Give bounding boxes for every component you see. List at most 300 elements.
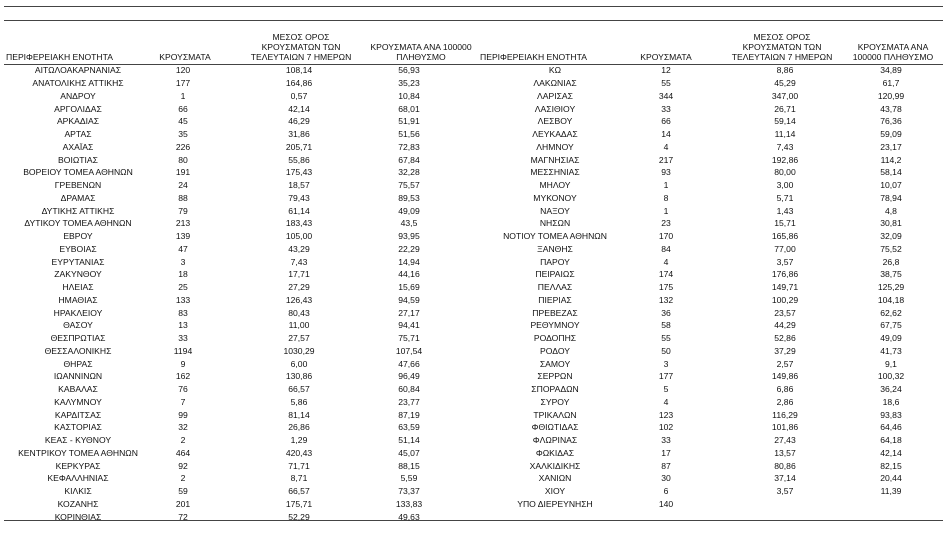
cases-cell: 13 bbox=[178, 320, 188, 331]
table-row bbox=[4, 230, 434, 243]
region-cell: ΜΑΓΝΗΣΙΑΣ bbox=[530, 154, 580, 165]
region-cell: ΘΗΡΑΣ bbox=[63, 358, 93, 369]
table-row bbox=[4, 166, 434, 179]
region-cell: ΑΝΑΤΟΛΙΚΗΣ ΑΤΤΙΚΗΣ bbox=[32, 78, 124, 89]
region-cell: ΤΡΙΚΑΛΩΝ bbox=[533, 409, 577, 420]
region-cell: ΣΑΜΟΥ bbox=[539, 358, 571, 369]
cases-cell: 92 bbox=[178, 460, 188, 471]
header-region: ΠΕΡΙΦΕΡΕΙΑΚΗ ΕΝΟΤΗΤΑ bbox=[6, 52, 113, 62]
table-row bbox=[480, 357, 914, 370]
avg-cell: 46,29 bbox=[288, 116, 310, 127]
cases-cell: 23 bbox=[661, 218, 671, 229]
avg-cell: 80,43 bbox=[288, 307, 310, 318]
avg-cell: 108,14 bbox=[285, 65, 313, 76]
region-cell: ΒΟΡΕΙΟΥ ΤΟΜΕΑ ΑΘΗΝΩΝ bbox=[23, 167, 133, 178]
region-cell: ΚΕΦΑΛΛΗΝΙΑΣ bbox=[47, 473, 109, 484]
avg-cell: 347,00 bbox=[771, 90, 799, 101]
table-row bbox=[480, 255, 914, 268]
table-row bbox=[4, 498, 434, 511]
table-row bbox=[4, 434, 434, 447]
table-row bbox=[4, 192, 434, 205]
table-row bbox=[4, 459, 434, 472]
region-cell: ΒΟΙΩΤΙΑΣ bbox=[58, 154, 98, 165]
per100k-cell: 42,14 bbox=[880, 447, 902, 458]
region-cell: ΣΥΡΟΥ bbox=[540, 396, 570, 407]
table-row bbox=[480, 153, 914, 166]
region-cell: ΡΕΘΥΜΝΟΥ bbox=[530, 320, 580, 331]
cases-cell: 35 bbox=[178, 129, 188, 140]
region-cell: ΑΝΔΡΟΥ bbox=[60, 90, 96, 101]
table-row bbox=[480, 141, 914, 154]
cases-cell: 133 bbox=[175, 294, 191, 305]
cases-cell: 6 bbox=[663, 486, 669, 497]
top-rule bbox=[4, 6, 943, 7]
per100k-cell: 93,95 bbox=[398, 231, 420, 242]
per100k-cell: 43,5 bbox=[400, 218, 418, 229]
per100k-cell: 73,37 bbox=[398, 486, 420, 497]
table-row bbox=[480, 230, 914, 243]
per100k-cell: 63,59 bbox=[398, 422, 420, 433]
avg-cell: 59,14 bbox=[774, 116, 796, 127]
avg-cell: 43,29 bbox=[288, 243, 310, 254]
per100k-cell: 93,83 bbox=[880, 409, 902, 420]
region-cell: ΘΕΣΣΑΛΟΝΙΚΗΣ bbox=[44, 345, 112, 356]
per100k-cell: 72,83 bbox=[398, 141, 420, 152]
region-cell: ΚΩ bbox=[548, 65, 562, 76]
cases-cell: 14 bbox=[661, 129, 671, 140]
per100k-cell: 47,66 bbox=[398, 358, 420, 369]
region-cell: ΗΛΕΙΑΣ bbox=[62, 282, 94, 293]
table-row bbox=[4, 396, 434, 409]
cases-cell: 79 bbox=[178, 205, 188, 216]
per100k-cell: 15,69 bbox=[398, 282, 420, 293]
per100k-cell: 45,07 bbox=[398, 447, 420, 458]
region-cell: ΠΑΡΟΥ bbox=[540, 256, 570, 267]
avg-cell: 55,86 bbox=[288, 154, 310, 165]
region-cell: ΚΑΒΑΛΑΣ bbox=[58, 384, 98, 395]
cases-cell: 59 bbox=[178, 486, 188, 497]
cases-cell: 177 bbox=[175, 78, 191, 89]
per100k-cell: 78,94 bbox=[880, 192, 902, 203]
table-row bbox=[4, 447, 434, 460]
region-cell: ΔΡΑΜΑΣ bbox=[60, 192, 96, 203]
cases-cell: 123 bbox=[658, 409, 674, 420]
table-row bbox=[480, 485, 914, 498]
cases-cell: 162 bbox=[175, 371, 191, 382]
cases-cell: 50 bbox=[661, 345, 671, 356]
cases-cell: 2 bbox=[180, 473, 186, 484]
avg-cell: 13,57 bbox=[774, 447, 796, 458]
cases-cell: 66 bbox=[178, 103, 188, 114]
avg-cell: 3,00 bbox=[776, 180, 794, 191]
per100k-cell: 36,24 bbox=[880, 384, 902, 395]
avg-cell: 8,71 bbox=[290, 473, 308, 484]
avg-cell: 52,86 bbox=[774, 333, 796, 344]
cases-cell: 344 bbox=[658, 90, 674, 101]
table-row bbox=[480, 77, 914, 90]
avg-cell: 420,43 bbox=[285, 447, 313, 458]
per100k-cell: 27,17 bbox=[398, 307, 420, 318]
table-row bbox=[480, 332, 914, 345]
avg-cell: 205,71 bbox=[285, 141, 313, 152]
region-cell: ΑΧΑΪΑΣ bbox=[62, 141, 94, 152]
avg-cell: 23,57 bbox=[774, 307, 796, 318]
avg-cell: 26,71 bbox=[774, 103, 796, 114]
avg-cell: 31,86 bbox=[288, 129, 310, 140]
region-cell: ΕΥΒΟΙΑΣ bbox=[59, 243, 97, 254]
cases-cell: 87 bbox=[661, 460, 671, 471]
avg-cell: 192,86 bbox=[771, 154, 799, 165]
per100k-cell: 20,44 bbox=[880, 473, 902, 484]
per100k-cell: 62,62 bbox=[880, 307, 902, 318]
region-cell: ΚΟΖΑΝΗΣ bbox=[57, 498, 99, 509]
avg-cell: 66,57 bbox=[288, 384, 310, 395]
region-cell: ΙΩΑΝΝΙΝΩΝ bbox=[53, 371, 103, 382]
cases-cell: 88 bbox=[178, 192, 188, 203]
table-row bbox=[4, 332, 434, 345]
avg-cell: 27,43 bbox=[774, 435, 796, 446]
per100k-cell: 4,8 bbox=[885, 205, 897, 216]
per100k-cell: 61,7 bbox=[882, 78, 900, 89]
left-table-header bbox=[4, 26, 480, 64]
table-row bbox=[480, 268, 914, 281]
per100k-cell: 94,59 bbox=[398, 294, 420, 305]
avg-cell: 149,71 bbox=[771, 282, 799, 293]
cases-cell: 99 bbox=[178, 409, 188, 420]
region-cell: ΚΟΡΙΝΘΙΑΣ bbox=[54, 511, 102, 522]
avg-cell: 1,29 bbox=[290, 435, 308, 446]
avg-cell: 27,57 bbox=[288, 333, 310, 344]
table-row bbox=[4, 319, 434, 332]
table-row bbox=[4, 345, 434, 358]
avg-cell: 18,57 bbox=[288, 180, 310, 191]
region-cell: ΝΗΣΩΝ bbox=[539, 218, 571, 229]
avg-cell: 1,43 bbox=[776, 205, 794, 216]
avg-cell: 164,86 bbox=[285, 78, 313, 89]
table-row bbox=[4, 102, 434, 115]
per100k-cell: 41,73 bbox=[880, 345, 902, 356]
region-cell: ΘΕΣΠΡΩΤΙΑΣ bbox=[50, 333, 106, 344]
avg-cell: 1030,29 bbox=[283, 345, 315, 356]
region-cell: ΕΥΡΥΤΑΝΙΑΣ bbox=[51, 256, 105, 267]
avg-cell: 130,86 bbox=[285, 371, 313, 382]
avg-cell: 6,86 bbox=[776, 384, 794, 395]
cases-cell: 83 bbox=[178, 307, 188, 318]
avg-cell: 175,71 bbox=[285, 498, 313, 509]
cases-cell: 174 bbox=[658, 269, 674, 280]
region-cell: ΑΡΚΑΔΙΑΣ bbox=[56, 116, 100, 127]
avg-cell: 81,14 bbox=[288, 409, 310, 420]
cases-cell: 12 bbox=[661, 65, 671, 76]
avg-cell: 77,00 bbox=[774, 243, 796, 254]
region-cell: ΜΕΣΣΗΝΙΑΣ bbox=[530, 167, 580, 178]
table-row bbox=[4, 485, 434, 498]
table-row bbox=[480, 281, 914, 294]
table-row bbox=[480, 472, 914, 485]
avg-cell: 3,57 bbox=[776, 256, 794, 267]
per100k-cell: 56,93 bbox=[398, 65, 420, 76]
per100k-cell: 51,56 bbox=[398, 129, 420, 140]
cases-cell: 1 bbox=[180, 90, 186, 101]
per100k-cell: 107,54 bbox=[395, 345, 423, 356]
per100k-cell: 120,99 bbox=[877, 90, 905, 101]
table-row bbox=[480, 166, 914, 179]
table-row bbox=[480, 370, 914, 383]
avg-cell: 37,14 bbox=[774, 473, 796, 484]
header-avg: ΜΕΣΟΣ ΟΡΟΣ ΚΡΟΥΣΜΑΤΩΝ ΤΩΝ ΤΕΛΕΥΤΑΙΩΝ 7 ΗΜΕΡΩΝ bbox=[731, 32, 833, 62]
cases-cell: 30 bbox=[661, 473, 671, 484]
per100k-cell: 32,09 bbox=[880, 231, 902, 242]
region-cell: ΛΑΚΩΝΙΑΣ bbox=[533, 78, 577, 89]
cases-cell: 55 bbox=[661, 78, 671, 89]
per100k-cell: 75,52 bbox=[880, 243, 902, 254]
table-row bbox=[4, 153, 434, 166]
avg-cell: 80,00 bbox=[774, 167, 796, 178]
region-cell: ΠΕΙΡΑΙΩΣ bbox=[535, 269, 575, 280]
avg-cell: 7,43 bbox=[776, 141, 794, 152]
cases-cell: 33 bbox=[661, 103, 671, 114]
cases-cell: 175 bbox=[658, 282, 674, 293]
region-cell: ΜΗΛΟΥ bbox=[539, 180, 571, 191]
avg-cell: 126,43 bbox=[285, 294, 313, 305]
region-cell: ΥΠΟ ΔΙΕΡΕΥΝΗΣΗ bbox=[517, 498, 593, 509]
table-row bbox=[480, 128, 914, 141]
table-row bbox=[4, 255, 434, 268]
cases-cell: 58 bbox=[661, 320, 671, 331]
region-cell: ΧΑΝΙΩΝ bbox=[538, 473, 572, 484]
region-cell: ΝΟΤΙΟΥ ΤΟΜΕΑ ΑΘΗΝΩΝ bbox=[503, 231, 607, 242]
cases-cell: 45 bbox=[178, 116, 188, 127]
cases-cell: 72 bbox=[178, 511, 188, 522]
region-cell: ΚΙΛΚΙΣ bbox=[64, 486, 92, 497]
cases-cell: 1 bbox=[663, 205, 669, 216]
cases-cell: 76 bbox=[178, 384, 188, 395]
region-cell: ΚΑΛΥΜΝΟΥ bbox=[54, 396, 102, 407]
cases-cell: 464 bbox=[175, 447, 191, 458]
per100k-cell: 104,18 bbox=[877, 294, 905, 305]
avg-cell: 100,29 bbox=[771, 294, 799, 305]
avg-cell: 44,29 bbox=[774, 320, 796, 331]
cases-cell: 84 bbox=[661, 243, 671, 254]
region-cell: ΠΡΕΒΕΖΑΣ bbox=[532, 307, 578, 318]
per100k-cell: 67,84 bbox=[398, 154, 420, 165]
cases-cell: 177 bbox=[658, 371, 674, 382]
region-cell: ΚΕΝΤΡΙΚΟΥ ΤΟΜΕΑ ΑΘΗΝΩΝ bbox=[18, 447, 138, 458]
table-row bbox=[4, 510, 434, 523]
region-cell: ΘΑΣΟΥ bbox=[63, 320, 93, 331]
table-row bbox=[480, 319, 914, 332]
avg-cell: 52,29 bbox=[288, 511, 310, 522]
region-cell: ΛΑΣΙΘΙΟΥ bbox=[534, 103, 576, 114]
cases-cell: 25 bbox=[178, 282, 188, 293]
per100k-cell: 30,81 bbox=[880, 218, 902, 229]
region-cell: ΣΕΡΡΩΝ bbox=[537, 371, 573, 382]
avg-cell: 79,43 bbox=[288, 192, 310, 203]
avg-cell: 80,86 bbox=[774, 460, 796, 471]
per100k-cell: 75,71 bbox=[398, 333, 420, 344]
per100k-cell: 59,09 bbox=[880, 129, 902, 140]
per100k-cell: 34,89 bbox=[880, 65, 902, 76]
region-cell: ΕΒΡΟΥ bbox=[63, 231, 93, 242]
per100k-cell: 75,57 bbox=[398, 180, 420, 191]
per100k-cell: 10,84 bbox=[398, 90, 420, 101]
cases-cell: 120 bbox=[175, 65, 191, 76]
region-cell: ΧΑΛΚΙΔΙΚΗΣ bbox=[529, 460, 581, 471]
cases-cell: 4 bbox=[663, 256, 669, 267]
per100k-cell: 88,15 bbox=[398, 460, 420, 471]
cases-cell: 32 bbox=[178, 422, 188, 433]
left-table-body bbox=[4, 64, 434, 523]
avg-cell: 5,86 bbox=[290, 396, 308, 407]
avg-cell: 176,86 bbox=[771, 269, 799, 280]
table-row bbox=[480, 179, 914, 192]
table-row bbox=[4, 306, 434, 319]
avg-cell: 15,71 bbox=[774, 218, 796, 229]
cases-cell: 55 bbox=[661, 333, 671, 344]
table-row bbox=[480, 294, 914, 307]
per100k-cell: 67,75 bbox=[880, 320, 902, 331]
avg-cell: 7,43 bbox=[290, 256, 308, 267]
avg-cell: 37,29 bbox=[774, 345, 796, 356]
cases-cell: 4 bbox=[663, 141, 669, 152]
table-row bbox=[4, 90, 434, 103]
table-row bbox=[480, 434, 914, 447]
right-table-body bbox=[480, 64, 914, 510]
table-row bbox=[480, 90, 914, 103]
avg-cell: 2,86 bbox=[776, 396, 794, 407]
cases-cell: 2 bbox=[180, 435, 186, 446]
per100k-cell: 94,41 bbox=[398, 320, 420, 331]
cases-cell: 18 bbox=[178, 269, 188, 280]
cases-cell: 140 bbox=[658, 498, 674, 509]
avg-cell: 11,14 bbox=[774, 129, 796, 140]
avg-cell: 42,14 bbox=[288, 103, 310, 114]
table-row bbox=[4, 179, 434, 192]
table-row bbox=[4, 357, 434, 370]
region-cell: ΡΟΔΟΥ bbox=[540, 345, 570, 356]
table-row bbox=[480, 217, 914, 230]
per100k-cell: 11,39 bbox=[880, 486, 902, 497]
avg-cell: 175,43 bbox=[285, 167, 313, 178]
table-row bbox=[4, 217, 434, 230]
table-row bbox=[480, 306, 914, 319]
per100k-cell: 51,14 bbox=[398, 435, 420, 446]
region-cell: ΣΠΟΡΑΔΩΝ bbox=[531, 384, 579, 395]
cases-cell: 3 bbox=[663, 358, 669, 369]
region-cell: ΠΕΛΛΑΣ bbox=[537, 282, 573, 293]
region-cell: ΛΕΥΚΑΔΑΣ bbox=[532, 129, 578, 140]
cases-cell: 47 bbox=[178, 243, 188, 254]
top-rule-second bbox=[4, 20, 943, 21]
table-row bbox=[480, 345, 914, 358]
table-row bbox=[4, 128, 434, 141]
table-row bbox=[480, 204, 914, 217]
table-row bbox=[4, 281, 434, 294]
table-row bbox=[480, 396, 914, 409]
avg-cell: 101,86 bbox=[771, 422, 799, 433]
avg-cell: 71,71 bbox=[288, 460, 310, 471]
per100k-cell: 76,36 bbox=[880, 116, 902, 127]
region-cell: ΗΜΑΘΙΑΣ bbox=[58, 294, 98, 305]
cases-cell: 1 bbox=[663, 180, 669, 191]
table-row bbox=[4, 383, 434, 396]
avg-cell: 17,71 bbox=[288, 269, 310, 280]
cases-cell: 213 bbox=[175, 218, 191, 229]
region-cell: ΚΑΡΔΙΤΣΑΣ bbox=[54, 409, 102, 420]
avg-cell: 149,86 bbox=[771, 371, 799, 382]
per100k-cell: 9,1 bbox=[885, 358, 897, 369]
avg-cell: 165,86 bbox=[771, 231, 799, 242]
cases-cell: 24 bbox=[178, 180, 188, 191]
per100k-cell: 51,91 bbox=[398, 116, 420, 127]
table-row bbox=[480, 421, 914, 434]
cases-cell: 80 bbox=[178, 154, 188, 165]
cases-cell: 102 bbox=[658, 422, 674, 433]
table-row bbox=[4, 141, 434, 154]
cases-cell: 33 bbox=[661, 435, 671, 446]
region-cell: ΦΛΩΡΙΝΑΣ bbox=[532, 435, 578, 446]
table-row bbox=[4, 408, 434, 421]
per100k-cell: 43,78 bbox=[880, 103, 902, 114]
cases-cell: 170 bbox=[658, 231, 674, 242]
per100k-cell: 89,53 bbox=[398, 192, 420, 203]
region-cell: ΔΥΤΙΚΟΥ ΤΟΜΕΑ ΑΘΗΝΩΝ bbox=[24, 218, 132, 229]
cases-cell: 66 bbox=[661, 116, 671, 127]
table-row bbox=[480, 498, 914, 511]
cases-cell: 217 bbox=[658, 154, 674, 165]
avg-cell: 5,71 bbox=[776, 192, 794, 203]
per100k-cell: 125,29 bbox=[877, 282, 905, 293]
table-row bbox=[4, 472, 434, 485]
cases-cell: 33 bbox=[178, 333, 188, 344]
table-row bbox=[4, 77, 434, 90]
region-cell: ΡΟΔΟΠΗΣ bbox=[533, 333, 577, 344]
region-cell: ΛΕΣΒΟΥ bbox=[537, 116, 573, 127]
header-avg: ΜΕΣΟΣ ΟΡΟΣ ΚΡΟΥΣΜΑΤΩΝ ΤΩΝ ΤΕΛΕΥΤΑΙΩΝ 7 ΗΜΕΡΩΝ bbox=[250, 32, 352, 62]
per100k-cell: 23,77 bbox=[398, 396, 420, 407]
avg-cell: 6,00 bbox=[290, 358, 308, 369]
per100k-cell: 10,07 bbox=[880, 180, 902, 191]
per100k-cell: 49,09 bbox=[398, 205, 420, 216]
table-row bbox=[480, 383, 914, 396]
table-row bbox=[480, 192, 914, 205]
per100k-cell: 68,01 bbox=[398, 103, 420, 114]
avg-cell: 105,00 bbox=[285, 231, 313, 242]
cases-cell: 226 bbox=[175, 141, 191, 152]
per100k-cell: 5,59 bbox=[400, 473, 418, 484]
header-region: ΠΕΡΙΦΕΡΕΙΑΚΗ ΕΝΟΤΗΤΑ bbox=[480, 52, 587, 62]
cases-cell: 1194 bbox=[173, 345, 193, 356]
table-row bbox=[4, 204, 434, 217]
table-row bbox=[480, 447, 914, 460]
cases-cell: 191 bbox=[175, 167, 191, 178]
cases-cell: 201 bbox=[175, 498, 191, 509]
per100k-cell: 96,49 bbox=[398, 371, 420, 382]
table-row bbox=[480, 243, 914, 256]
table-row bbox=[480, 408, 914, 421]
region-cell: ΑΡΤΑΣ bbox=[64, 129, 92, 140]
region-cell: ΦΩΚΙΔΑΣ bbox=[535, 447, 575, 458]
avg-cell: 45,29 bbox=[774, 78, 796, 89]
per100k-cell: 38,75 bbox=[880, 269, 902, 280]
per100k-cell: 114,2 bbox=[880, 154, 902, 165]
header-per100k: ΚΡΟΥΣΜΑΤΑ ΑΝΑ 100000 ΠΛΗΘΥΣΜΟ bbox=[370, 42, 472, 62]
region-cell: ΝΑΞΟΥ bbox=[540, 205, 570, 216]
table-row bbox=[480, 102, 914, 115]
region-cell: ΦΘΙΩΤΙΔΑΣ bbox=[531, 422, 579, 433]
per100k-cell: 32,28 bbox=[398, 167, 420, 178]
table-row bbox=[480, 115, 914, 128]
